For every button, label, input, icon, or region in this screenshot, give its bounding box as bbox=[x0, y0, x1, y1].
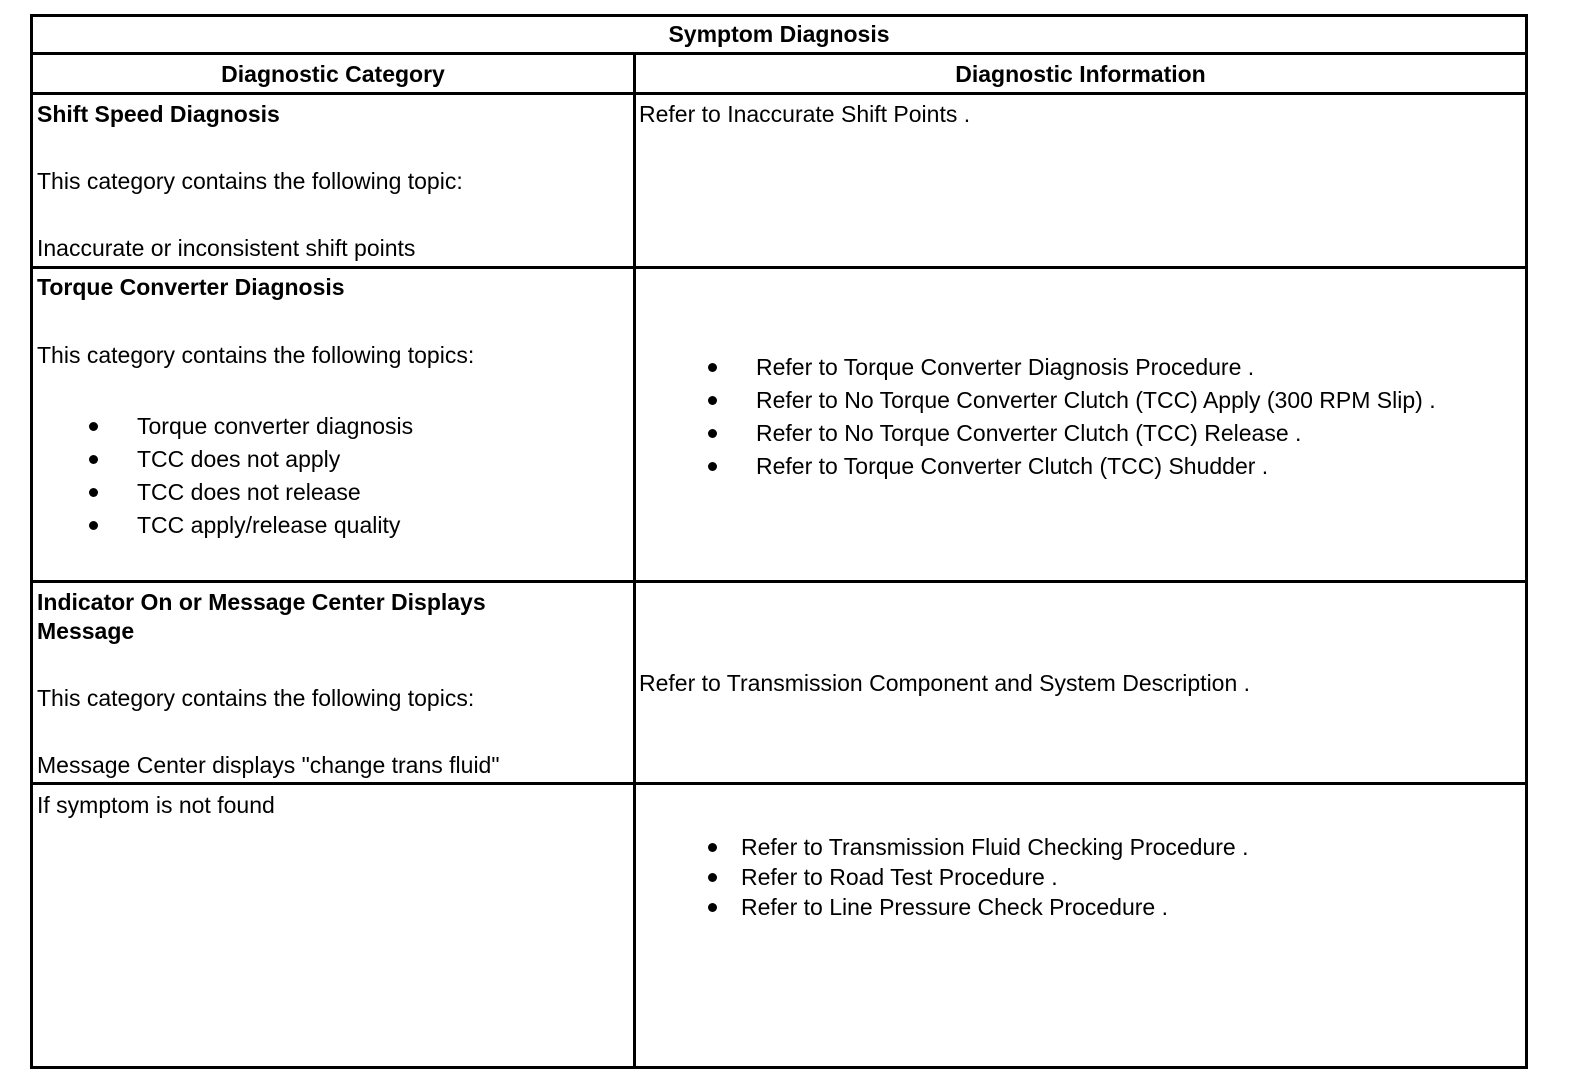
bullet-icon bbox=[708, 429, 717, 438]
row1-category-intro: This category contains the following topic: bbox=[37, 168, 463, 194]
bullet-icon bbox=[708, 462, 717, 471]
bullet-icon bbox=[89, 521, 98, 530]
header-diagnostic-information: Diagnostic Information bbox=[955, 61, 1206, 87]
bullet-icon bbox=[708, 903, 717, 912]
header-diagnostic-category: Diagnostic Category bbox=[221, 61, 445, 87]
row2-category-intro: This category contains the following topics: bbox=[37, 342, 475, 368]
table-title: Symptom Diagnosis bbox=[668, 21, 890, 47]
bullet-icon bbox=[708, 873, 717, 882]
row1-info-text: Refer to Inaccurate Shift Points . bbox=[639, 101, 971, 127]
bullet-icon bbox=[708, 843, 717, 852]
rule-below-row-3 bbox=[33, 782, 1525, 785]
column-divider bbox=[633, 52, 636, 1066]
row2-category-title: Torque Converter Diagnosis bbox=[37, 274, 345, 300]
bullet-icon bbox=[708, 363, 717, 372]
row3-category-intro: This category contains the following topics: bbox=[37, 685, 475, 711]
row1-category-title: Shift Speed Diagnosis bbox=[37, 101, 280, 127]
symptom-diagnosis-table: Symptom Diagnosis Diagnostic Category Diagnostic Information Shift Speed Diagnosis This category contains the following topic: Inaccurate or inconsistent shift points Refer to Inaccurate Shift Points . Torque Converter Diagnosis This category contains the following topics: Torque converter diagnosis TCC does not apply TCC does not release TCC apply/release quality Refer to Torque Converter Diagnosis Procedure . Refer to No Torque Converter Clutch (TCC) Apply (300 RPM Slip) . Refer to No Torque Converter Clutch (TCC) Release . Refer to Torque Converter Clutch (TCC) Shudder . Indicator On or Message Center Displays Message This category contains the following topics: Message Center displays "change trans fluid" Refer to Transmission Component and System Description . If symptom is not found Refer to Transmission Fluid Checking Procedure . Refer to Road Test Procedure . Refer to Line Pressure Check Procedure . bbox=[30, 14, 1528, 1069]
rule-below-row-2 bbox=[33, 580, 1525, 583]
row3-info-text: Refer to Transmission Component and System Description . bbox=[639, 670, 1251, 696]
bullet-icon bbox=[89, 455, 98, 464]
row3-category-title-line2: Message bbox=[37, 618, 135, 644]
rule-below-headers bbox=[33, 92, 1525, 95]
row4-category-text: If symptom is not found bbox=[37, 792, 275, 818]
rule-below-row-1 bbox=[33, 266, 1525, 269]
rule-below-title bbox=[33, 52, 1525, 55]
bullet-icon bbox=[708, 396, 717, 405]
bullet-icon bbox=[89, 488, 98, 497]
row1-category-item: Inaccurate or inconsistent shift points bbox=[37, 235, 416, 261]
row3-category-title-line1: Indicator On or Message Center Displays bbox=[37, 589, 486, 615]
bullet-icon bbox=[89, 422, 98, 431]
row3-category-item: Message Center displays "change trans fluid" bbox=[37, 752, 500, 778]
